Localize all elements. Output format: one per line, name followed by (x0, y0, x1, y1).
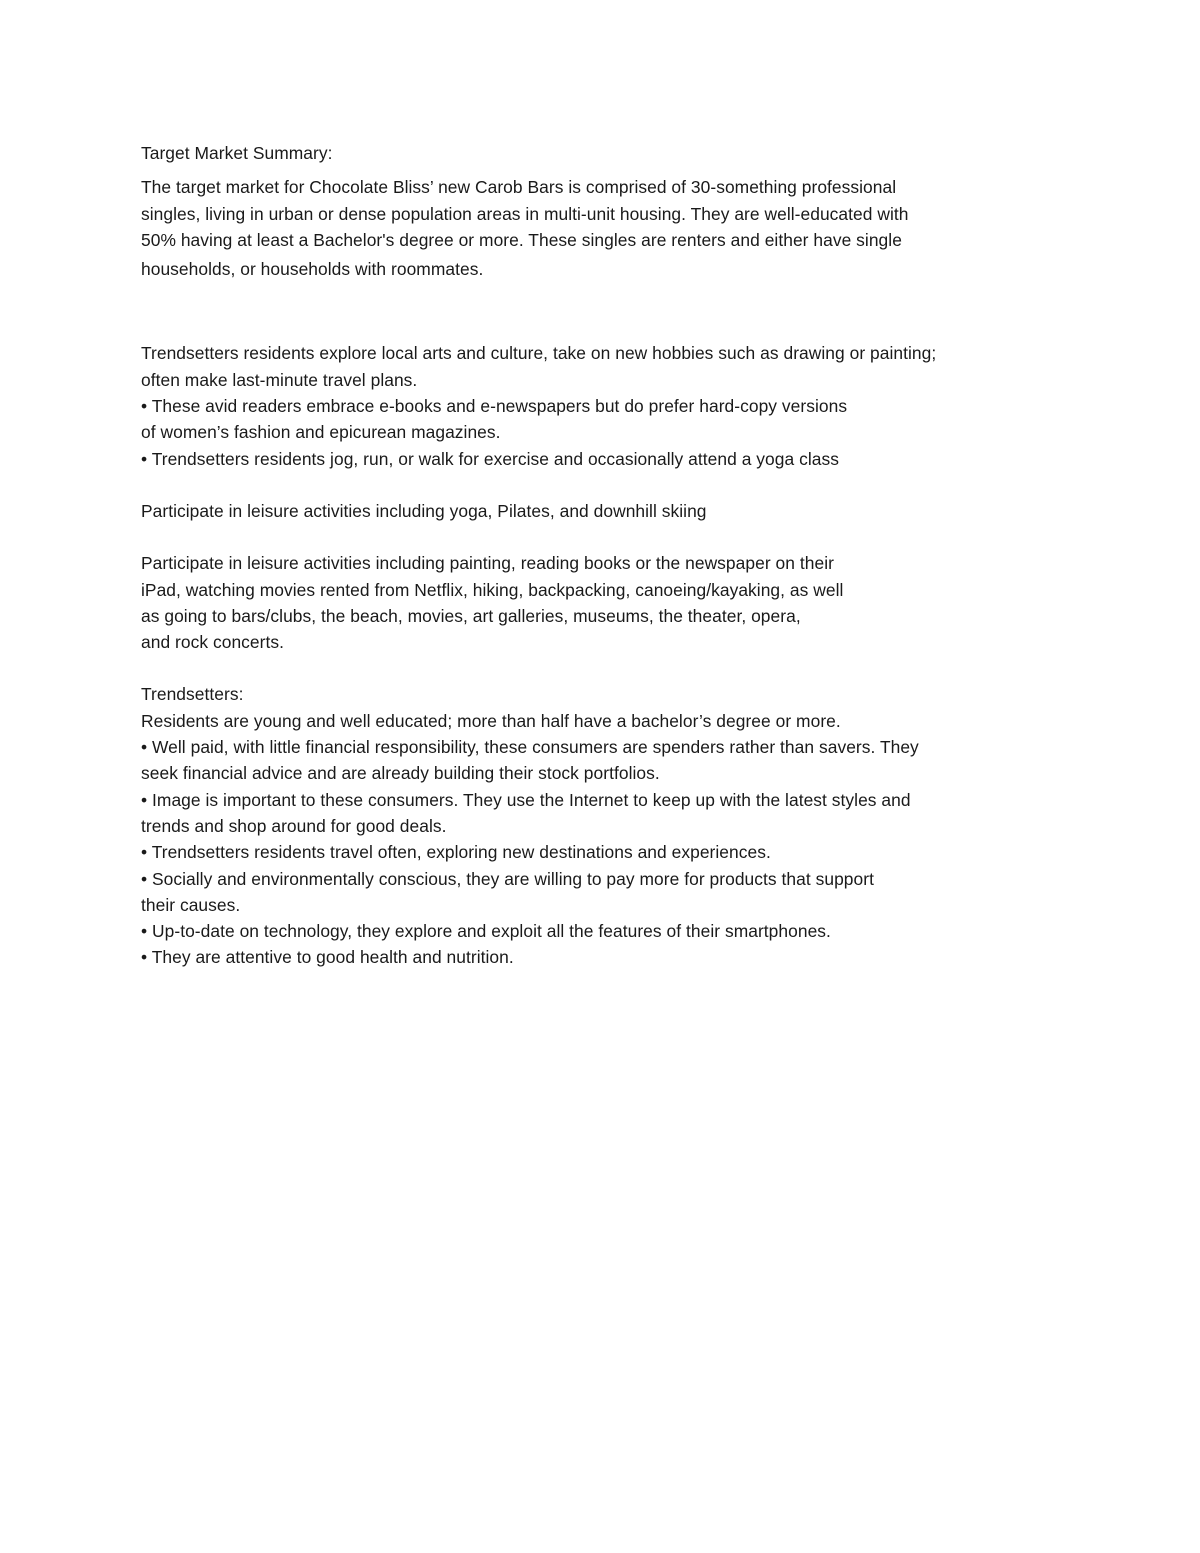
trendsetters-bullet: • Image is important to these consumers. They use the Internet to keep up with the latest styles and (141, 789, 911, 810)
trendsetters-bullet: • They are attentive to good health and nutrition. (141, 947, 514, 968)
lifestyle-line: Trendsetters residents explore local arts and culture, take on new hobbies such as drawing or painting; (141, 343, 937, 364)
summary-line: 50% having at least a Bachelor's degree or more. These singles are renters and either have single (141, 229, 902, 250)
leisure-line: Participate in leisure activities including painting, reading books or the newspaper on their (141, 553, 834, 574)
summary-line: singles, living in urban or dense population areas in multi-unit housing. They are well-educated with (141, 203, 909, 224)
trendsetters-line: Residents are young and well educated; more than half have a bachelor’s degree or more. (141, 710, 841, 731)
summary-line: The target market for Chocolate Bliss’ new Carob Bars is comprised of 30-something professional (141, 177, 897, 198)
summary-paragraph (141, 174, 1061, 282)
lifestyle-bullet: • These avid readers embrace e-books and e-newspapers but do prefer hard-copy versions (141, 396, 848, 417)
trendsetters-heading: Trendsetters: (141, 684, 244, 705)
lifestyle-line: often make last-minute travel plans. (141, 369, 418, 390)
leisure-line: as going to bars/clubs, the beach, movies, art galleries, museums, the theater, opera, (141, 605, 801, 626)
leisure-line: and rock concerts. (141, 632, 284, 653)
trendsetters-bullet: • Trendsetters residents travel often, exploring new destinations and experiences. (141, 842, 771, 863)
summary-line: households, or households with roommates. (141, 259, 484, 280)
spacer (141, 524, 1061, 550)
leisure-paragraph-2 (141, 550, 1061, 655)
spacer (141, 282, 1061, 340)
trendsetters-bullet: • Well paid, with little financial responsibility, these consumers are spenders rather than savers. They (141, 737, 919, 758)
spacer (141, 472, 1061, 498)
lifestyle-bullet: • Trendsetters residents jog, run, or walk for exercise and occasionally attend a yoga class (141, 448, 839, 469)
document-body (141, 140, 1061, 971)
trendsetters-line: seek financial advice and are already building their stock portfolios. (141, 763, 660, 784)
trendsetters-line: trends and shop around for good deals. (141, 815, 447, 836)
spacer (141, 166, 1061, 174)
trendsetters-bullet: • Up-to-date on technology, they explore and exploit all the features of their smartphones. (141, 921, 831, 942)
lifestyle-paragraph (141, 340, 1061, 471)
summary-heading: Target Market Summary: (141, 143, 333, 163)
leisure-paragraph-1 (141, 498, 1061, 524)
trendsetters-section (141, 681, 1061, 970)
trendsetters-bullet: • Socially and environmentally conscious, they are willing to pay more for products that support (141, 868, 874, 889)
leisure-line: Participate in leisure activities including yoga, Pilates, and downhill skiing (141, 500, 707, 521)
lifestyle-line: of women’s fashion and epicurean magazines. (141, 422, 501, 443)
leisure-line: iPad, watching movies rented from Netflix, hiking, backpacking, canoeing/kayaking, as well (141, 579, 844, 600)
trendsetters-line: their causes. (141, 894, 241, 915)
spacer (141, 655, 1061, 681)
